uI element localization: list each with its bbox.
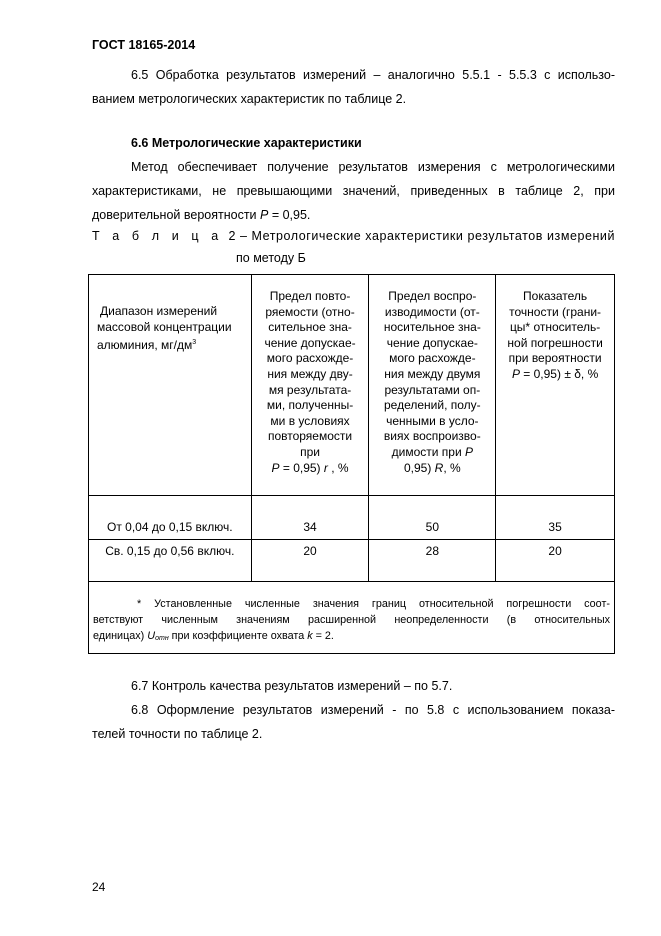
col3-header-line: виях воспроизво- — [383, 429, 481, 444]
col2-header-line: ния между дву- — [267, 366, 353, 381]
col3-header-line: ченными в усло- — [386, 413, 479, 428]
col3-header — [369, 275, 496, 496]
page-number: 24 — [92, 880, 106, 894]
col3-header-line: Предел воспро- — [388, 289, 477, 303]
col3-header-line: чение допускае- — [386, 335, 478, 350]
footnote-line2: ветствуют численным значениям расширенной неопределенности (в относительных — [93, 613, 610, 626]
table-caption-line2: по методу Б — [236, 251, 306, 265]
col1-header-line1: Диапазон измерений — [100, 304, 218, 318]
col3-header-last-line: 0,95) R, % — [403, 460, 461, 475]
para-6-5-line2: ванием метрологических характеристик по таблице 2. — [92, 92, 407, 106]
col2-header-line: при — [300, 444, 320, 459]
col2-header-line: мого расхожде- — [266, 351, 354, 366]
col2-header-line: чение допускае- — [264, 335, 356, 350]
col4-header-line: цы* относитель- — [509, 320, 601, 335]
table-row — [89, 540, 615, 582]
col2-header-line: повторяемости — [267, 429, 353, 444]
row2-range: Св. 0,15 до 0,56 включ. — [89, 540, 252, 582]
col2-header-last-line: P = 0,95) r , % — [271, 460, 349, 475]
col3-header-line: мого расхожде- — [389, 351, 476, 366]
para-6-6-line3: доверительной вероятности P = 0,95. — [92, 208, 311, 222]
row2-delta: 20 — [496, 540, 615, 582]
col4-header-line: при вероятности — [508, 351, 602, 366]
row1-R: 50 — [369, 496, 496, 540]
col3-header-line: результатами оп- — [384, 382, 481, 397]
para-6-8-line2: телей точности по таблице 2. — [92, 727, 263, 741]
metrology-table — [88, 274, 615, 654]
document-header: ГОСТ 18165-2014 — [92, 38, 196, 52]
col2-header-line: мя результата- — [268, 382, 352, 397]
col1-header-line2: массовой концентрации — [97, 319, 232, 334]
col4-header-last-line: P = 0,95) ± δ, % — [511, 366, 599, 381]
col3-header-line: носительное зна- — [383, 320, 481, 335]
table-footnote-row — [89, 582, 615, 654]
row1-range: От 0,04 до 0,15 включ. — [89, 496, 252, 540]
para-6-7: 6.7 Контроль качества результатов измерений – по 5.7. — [131, 679, 453, 693]
col2-header-line: сительное зна- — [268, 320, 352, 335]
col4-header-line: точности (грани- — [509, 304, 602, 319]
section-6-6-heading: 6.6 Метрологические характеристики — [131, 136, 362, 150]
col2-header — [251, 275, 369, 496]
col4-header-line: ной погрешности — [507, 335, 603, 350]
table-header-row — [89, 275, 615, 496]
table-footnote — [89, 582, 615, 654]
col3-header-line: ния между двумя — [384, 366, 481, 381]
row1-delta: 35 — [496, 496, 615, 540]
col4-header — [496, 275, 615, 496]
table-row — [89, 496, 615, 540]
col1-header-line3: алюминия, $мг/дм^3$ — [97, 338, 197, 352]
table-caption — [92, 224, 615, 249]
para-6-8-line1: 6.8 Оформление результатов измерений - по 5.8 с использованием показа- — [131, 703, 615, 717]
footnote-line3: единицах) Uотн при коэффициенте охвата k = 2. — [93, 629, 334, 642]
para-6-6-line2: характеристиками, не превышающими значений, приведенных в таблице 2, при — [92, 184, 615, 198]
row2-R: 28 — [369, 540, 496, 582]
col2-header-line: ми в условиях — [270, 413, 350, 428]
table-caption-label: Т а б л и ц а — [92, 229, 223, 243]
col3-header-line11: димости при P — [391, 444, 474, 459]
row2-r: 20 — [251, 540, 369, 582]
col3-header-line: ределений, полу- — [384, 398, 481, 413]
col3-header-line: изводимости (от- — [384, 304, 480, 319]
col2-header-line: ми, полученны- — [266, 398, 354, 413]
row1-r: 34 — [251, 496, 369, 540]
para-6-5-line1: 6.5 Обработка результатов измерений – аналогично 5.5.1 - 5.5.3 с использо- — [131, 68, 615, 82]
table-caption-title: 2 – Метрологические характеристики результатов измерений — [228, 229, 615, 243]
col4-header-line: Показатель — [523, 289, 588, 303]
col2-header-line: Предел повто- — [269, 289, 351, 303]
footnote-line1: * Установленные численные значения границ относительной погрешности соот- — [137, 598, 610, 610]
col2-header-line: ряемости (отно- — [265, 304, 355, 319]
para-6-6-line1: Метод обеспечивает получение результатов измерения с метрологическими — [131, 160, 615, 174]
col1-header — [89, 275, 252, 496]
